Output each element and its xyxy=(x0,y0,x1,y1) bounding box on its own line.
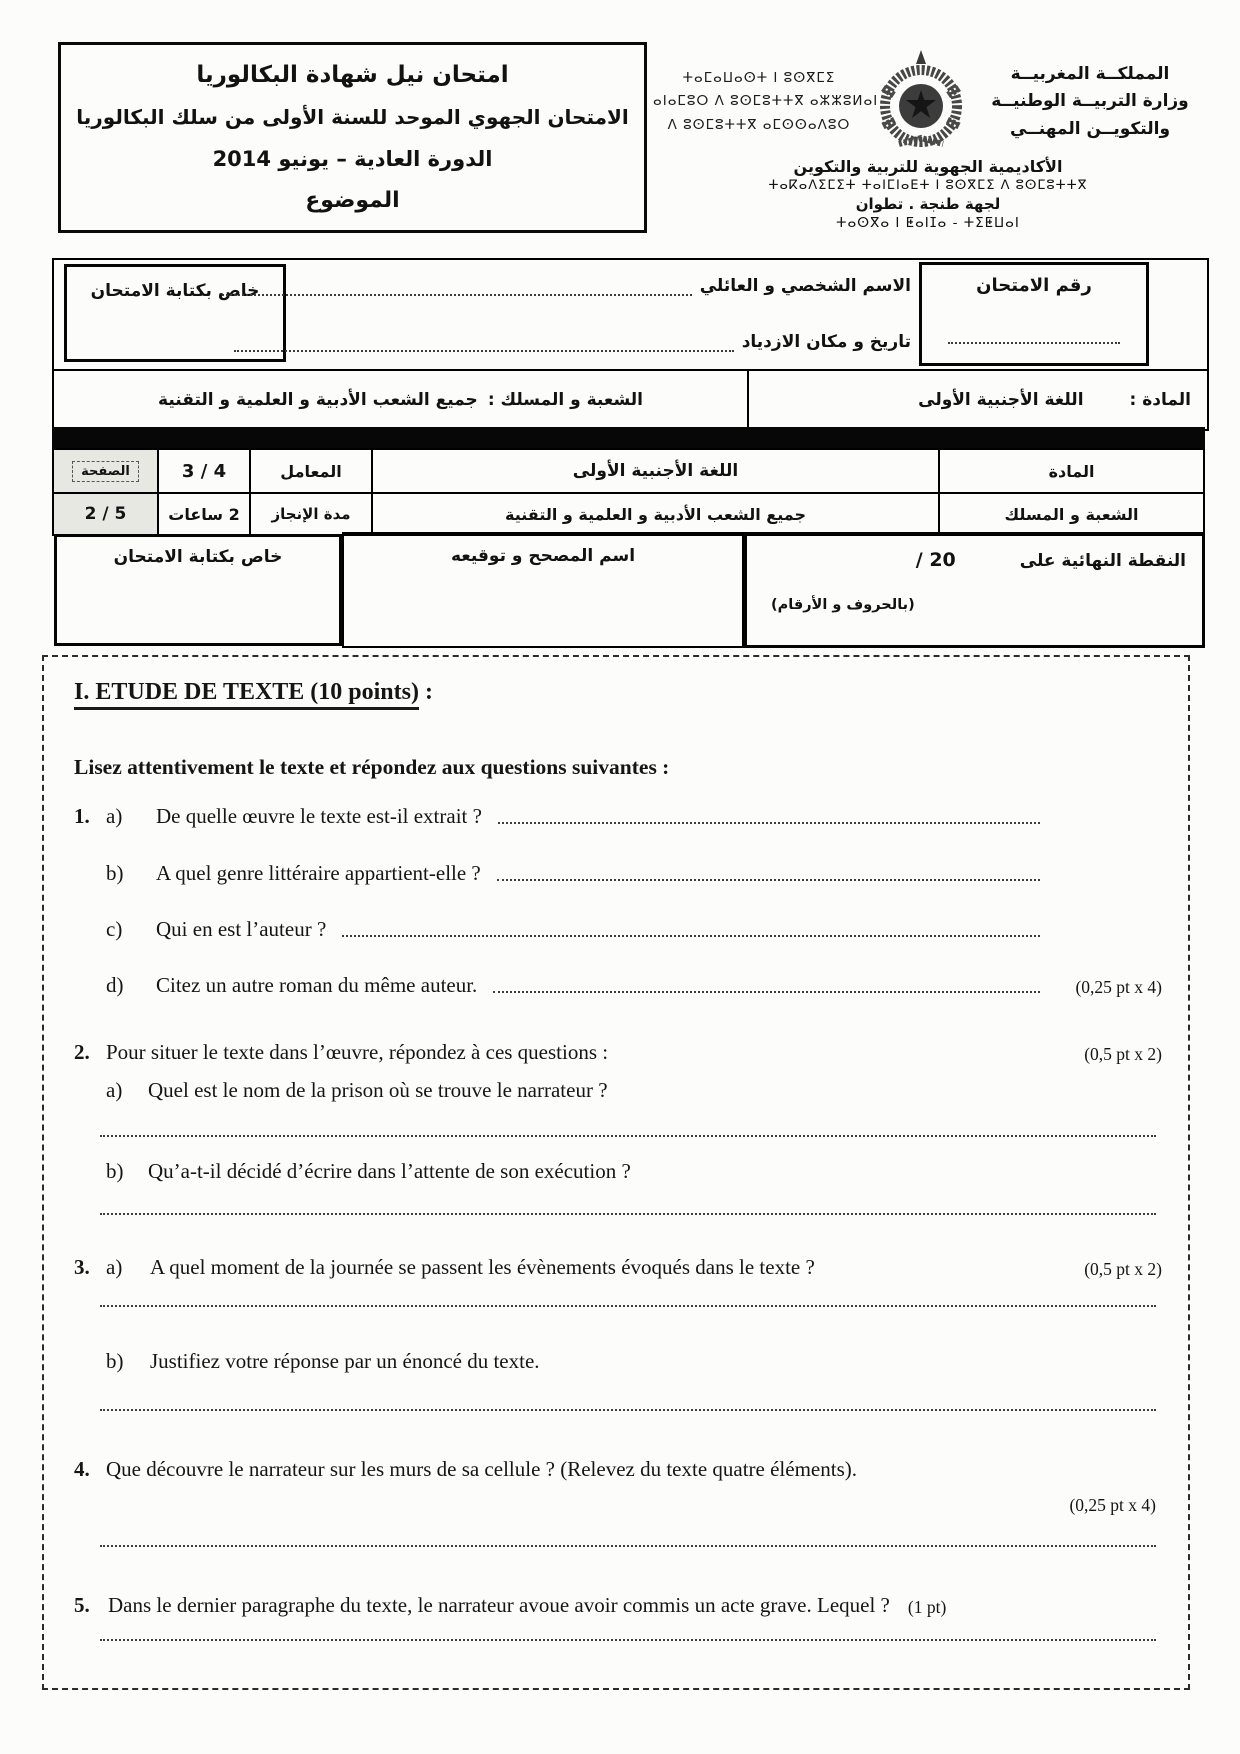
ministry-name-line-2: والتكويــن المهنــي xyxy=(1009,118,1171,139)
question-1-number: 1. xyxy=(74,804,90,828)
subject-value: اللغة الأجنبية الأولى xyxy=(918,390,1084,410)
birth-field xyxy=(234,332,911,352)
grading-strip xyxy=(52,532,1205,648)
question-2 xyxy=(74,1040,1162,1065)
ministry-name-block xyxy=(977,61,1203,143)
question-2a-text: Quel est le nom de la prison où se trouve le narrateur ? xyxy=(148,1078,608,1102)
full-name-label: الاسم الشخصي و العائلي xyxy=(699,276,911,296)
question-5 xyxy=(74,1593,1162,1618)
exam-session-line: الدورة العادية – يونيو 2014 xyxy=(212,146,493,171)
exam-info-table xyxy=(52,448,1205,536)
page-label-cell xyxy=(54,450,157,492)
exam-number-label: رقم الامتحان xyxy=(976,275,1092,296)
question-1c-text: Qui en est l’auteur ? xyxy=(156,917,327,941)
question-3a xyxy=(74,1255,1162,1280)
duration-value-cell: 2 ساعات xyxy=(157,492,249,534)
question-1d xyxy=(74,973,1162,998)
question-4 xyxy=(74,1457,1162,1482)
kingdom-name: المملكــة المغربيــة xyxy=(1010,64,1170,85)
answer-line-1c xyxy=(342,935,1040,937)
coefficient-label-cell: المعامل xyxy=(249,450,371,492)
answer-line-3a xyxy=(100,1305,1156,1307)
question-4-number: 4. xyxy=(74,1457,90,1481)
question-2-points: (0,5 pt x 2) xyxy=(1084,1044,1162,1064)
section-heading xyxy=(74,679,1162,706)
section-number: I. xyxy=(74,679,90,705)
question-1b-letter: b) xyxy=(106,861,124,885)
reserved-box-bottom: خاص بكتابة الامتحان xyxy=(54,534,342,646)
question-1c-letter: c) xyxy=(106,917,123,941)
final-mark-label: النقطة النهائية على xyxy=(1019,551,1186,571)
answer-line-2b xyxy=(100,1213,1156,1215)
exam-title-line-2: الامتحان الجهوي الموحد للسنة الأولى من سلك البكالوريا xyxy=(76,105,629,130)
question-1a xyxy=(74,804,1162,829)
final-mark-line xyxy=(747,535,1202,571)
subject-stream-row xyxy=(54,369,1207,429)
full-name-answer-line xyxy=(222,278,692,296)
answer-line-2a xyxy=(100,1135,1156,1137)
question-2-text: Pour situer le texte dans l’œuvre, répondez à ces questions : xyxy=(106,1040,609,1064)
subject-label: المادة : xyxy=(1129,390,1191,410)
separator-bar xyxy=(52,427,1205,448)
ministry-tifinagh-line-1: ⵜⴰⵎⴰⵡⴰⵙⵜ ⵏ ⵓⵙⴳⵎⵉ xyxy=(682,69,836,86)
exam-title-box xyxy=(58,42,647,233)
question-1a-text: De quelle œuvre le texte est-il extrait ? xyxy=(156,804,482,828)
answer-line-1a xyxy=(498,822,1040,824)
question-1-points: (0,25 pt x 4) xyxy=(1075,977,1162,997)
exam-subject-word: الموضوع xyxy=(305,187,400,213)
question-1d-text: Citez un autre roman du même auteur. xyxy=(156,973,478,997)
subject-label-cell: المادة xyxy=(938,450,1203,492)
question-1b xyxy=(74,861,1162,886)
ministry-tifinagh-line-3: ⴷ ⵓⵙⵎⵓⵜⵜⴳ ⴰⵎⵙⵙⴰⴷⵓⵔ xyxy=(667,116,851,133)
coat-of-arms-icon xyxy=(869,48,973,156)
question-5-text: Dans le dernier paragraphe du texte, le narrateur avoue avoir commis un acte grave. Lequel ? xyxy=(108,1593,890,1617)
exam-title-line-1: امتحان نيل شهادة البكالوريا xyxy=(196,62,509,89)
question-2b xyxy=(74,1159,1162,1184)
birth-label: تاريخ و مكان الازدياد xyxy=(741,332,911,352)
question-3-points: (0,5 pt x 2) xyxy=(1084,1259,1162,1279)
ministry-tifinagh-line-2: ⴰⵏⴰⵎⵓⵔ ⴷ ⵓⵙⵎⵓⵜⵜⴳ ⴰⵣⵣⵓⵍⴰⵏ xyxy=(653,93,879,110)
exam-number-box xyxy=(919,262,1149,366)
page-value-cell: 5 / 2 xyxy=(54,492,157,534)
question-2-number: 2. xyxy=(74,1040,90,1064)
question-1a-letter: a) xyxy=(106,804,123,828)
question-5-number: 5. xyxy=(74,1593,90,1617)
ministry-name-line-1: وزارة التربيــة الوطنيــة xyxy=(991,91,1189,112)
question-4-points: (0,25 pt x 4) xyxy=(1069,1495,1156,1515)
ministry-header-row xyxy=(650,48,1206,156)
question-2a-letter: a) xyxy=(106,1078,123,1102)
section-title: ETUDE DE TEXTE (10 points) xyxy=(95,679,419,705)
section-suffix: : xyxy=(418,679,433,705)
stream-label: الشعبة و المسلك : xyxy=(487,390,643,410)
questions-box xyxy=(42,655,1190,1690)
question-3a-text: A quel moment de la journée se passent les évènements évoqués dans le texte ? xyxy=(150,1255,815,1279)
question-5-points: (1 pt) xyxy=(907,1597,947,1617)
reserved-box-top: خاص بكتابة الامتحان xyxy=(64,264,286,362)
academy-tifinagh: ⵜⴰⴽⴰⴷⵉⵎⵉⵜ ⵜⴰⵏⵎⵏⴰⴹⵜ ⵏ ⵓⵙⴳⵎⵉ ⴷ ⵓⵙⵎⵓⵜⵜⴳ xyxy=(768,178,1088,193)
coefficient-value-cell: 4 / 3 xyxy=(157,450,249,492)
question-3b-letter: b) xyxy=(106,1349,124,1373)
answer-line-3b xyxy=(100,1409,1156,1411)
answer-line-1b xyxy=(497,879,1040,881)
ministry-tifinagh-block xyxy=(653,67,879,138)
region-tifinagh: ⵜⴰⵙⴳⴰ ⵏ ⵟⴰⵏⵊⴰ - ⵜⵉⵟⵡⴰⵏ xyxy=(836,215,1020,231)
question-3b-text: Justifiez votre réponse par un énoncé du texte. xyxy=(150,1349,540,1373)
birth-answer-line xyxy=(234,334,734,352)
question-1c xyxy=(74,917,1162,942)
exam-number-answer-line xyxy=(948,326,1120,344)
stream-value: جميع الشعب الأدبية و العلمية و التقنية xyxy=(158,390,478,410)
question-3a-letter: a) xyxy=(106,1255,123,1279)
answer-line-4 xyxy=(100,1545,1156,1547)
answer-line-1d xyxy=(493,991,1040,993)
final-mark-box xyxy=(744,532,1205,648)
instruction: Lisez attentivement le texte et répondez aux questions suivantes : xyxy=(74,755,670,779)
official-header xyxy=(650,48,1206,231)
question-1b-text: A quel genre littéraire appartient-elle ? xyxy=(156,861,481,885)
page-label: الصفحة xyxy=(72,461,139,482)
question-2b-text: Qu’a-t-il décidé d’écrire dans l’attente de son exécution ? xyxy=(148,1159,631,1183)
final-mark-value: / 20 xyxy=(915,549,956,571)
question-1d-letter: d) xyxy=(106,973,124,997)
subject-cell xyxy=(747,371,1207,429)
academy-name: الأكاديمية الجهوية للتربية والتكوين xyxy=(793,157,1063,176)
duration-label-cell: مدة الإنجاز xyxy=(249,492,371,534)
full-name-field xyxy=(222,276,911,296)
question-2b-letter: b) xyxy=(106,1159,124,1183)
stream-value-cell: جميع الشعب الأدبية و العلمية و التقنية xyxy=(371,492,938,534)
question-2a xyxy=(74,1078,1162,1103)
corrector-cell: اسم المصحح و توقيعه xyxy=(342,532,744,648)
question-3-number: 3. xyxy=(74,1255,90,1279)
stream-cell xyxy=(54,371,747,429)
answer-line-5 xyxy=(100,1639,1156,1641)
candidate-info-block xyxy=(52,258,1209,431)
question-4-text: Que découvre le narrateur sur les murs de sa cellule ? (Relevez du texte quatre éléments). xyxy=(106,1457,857,1481)
final-mark-note: (بالحروف و الأرقام) xyxy=(771,597,915,613)
question-3b xyxy=(74,1349,1162,1374)
subject-value-cell: اللغة الأجنبية الأولى xyxy=(371,450,938,492)
region-name: لجهة طنجة . تطوان xyxy=(855,195,1001,213)
stream-label-cell: الشعبة و المسلك xyxy=(938,492,1203,534)
